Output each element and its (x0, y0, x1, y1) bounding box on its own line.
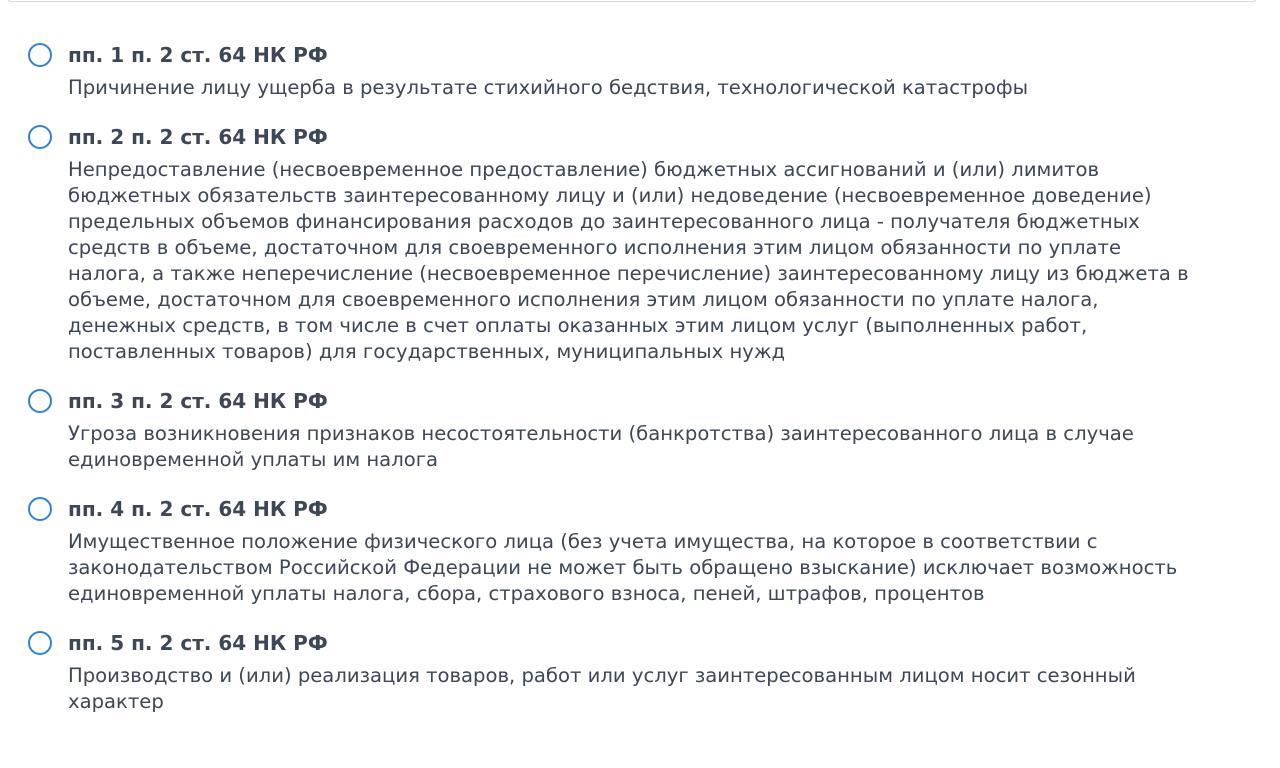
radio-unchecked-icon[interactable] (28, 125, 52, 149)
option-description: Угроза возникновения признаков несостоятельности (банкротства) заинтересованного лица в случае единовременной уплаты им налога (68, 422, 1134, 471)
radio-unchecked-icon[interactable] (28, 497, 52, 521)
option-description: Причинение лицу ущерба в результате стихийного бедствия, технологической катастрофы (68, 76, 1029, 99)
radio-option-list (28, 42, 1268, 715)
radio-option-3[interactable] (28, 388, 1268, 473)
option-description: Имущественное положение физического лица (без учета имущества, на которое в соответствии с законодательством Российской Федерации не может быть обращено взыскание) исключает возможность единовременной уплаты налога, сбора, страхового взноса, пеней, штрафов, процентов (68, 530, 1178, 605)
radio-option-1[interactable] (28, 42, 1268, 101)
option-title: пп. 2 п. 2 ст. 64 НК РФ (68, 125, 328, 149)
option-title: пп. 4 п. 2 ст. 64 НК РФ (68, 497, 328, 521)
option-description: Производство и (или) реализация товаров, работ или услуг заинтересованным лицом носит сезонный характер (68, 664, 1136, 713)
option-description: Непредоставление (несвоевременное предоставление) бюджетных ассигнований и (или) лимитов бюджетных обязательств заинтересованному лицу и (или) недоведение (несвоевременное доведение) предельных объемов финансирования расходов до заинтересованного лица - получателя бюджетных средств в объеме, достаточном для своевременного исполнения этим лицом обязанности по уплате налога, а также неперечисление (несвоевременное перечисление) заинтересованному лицу из бюджета в объеме, достаточном для своевременного исполнения этим лицом обязанности по уплате налога, денежных средств, в том числе в счет оплаты оказанных этим лицом услуг (выполненных работ, поставленных товаров) для государственных, муниципальных нужд (68, 158, 1189, 363)
radio-unchecked-icon[interactable] (28, 631, 52, 655)
radio-option-2[interactable] (28, 124, 1268, 365)
option-title: пп. 5 п. 2 ст. 64 НК РФ (68, 631, 328, 655)
radio-option-5[interactable] (28, 630, 1268, 715)
radio-option-4[interactable] (28, 496, 1268, 607)
option-title: пп. 3 п. 2 ст. 64 НК РФ (68, 389, 328, 413)
radio-unchecked-icon[interactable] (28, 389, 52, 413)
top-frame-edge (5, 0, 1259, 2)
option-title: пп. 1 п. 2 ст. 64 НК РФ (68, 43, 328, 67)
radio-unchecked-icon[interactable] (28, 43, 52, 67)
